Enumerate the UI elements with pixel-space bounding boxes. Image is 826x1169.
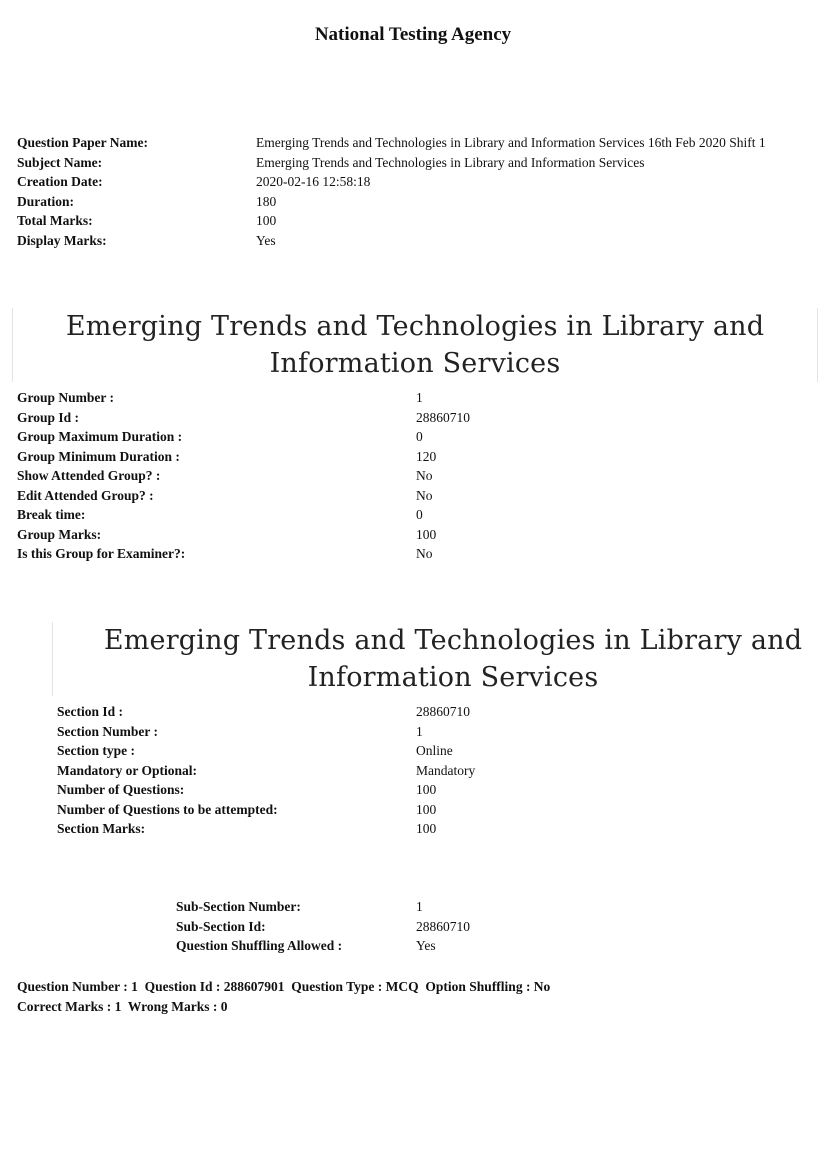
subsection-info-table <box>176 897 470 956</box>
section-banner-line: Information Services <box>307 662 599 693</box>
field-label: Group Marks: <box>17 526 102 542</box>
field-value: 120 <box>416 448 437 464</box>
field-label: Question Shuffling Allowed : <box>176 938 343 953</box>
field-value: 100 <box>416 782 437 797</box>
field-value: 180 <box>256 193 277 209</box>
field-value: 1 <box>416 723 423 739</box>
paper-info-row <box>17 231 766 251</box>
field-label: Number of Questions to be attempted: <box>57 801 278 817</box>
group-info-row <box>17 525 470 545</box>
section-info-row <box>57 800 475 820</box>
group-info-row <box>17 388 470 408</box>
field-label: Group Number : <box>17 390 115 405</box>
question-meta-line: Question Number : 1 Question Id : 288607901 Question Type : MCQ Option Shuffling : No <box>17 979 551 994</box>
field-value: No <box>416 487 433 503</box>
field-value: Emerging Trends and Technologies in Library and Information Services <box>256 154 645 170</box>
field-label: Question Paper Name: <box>17 135 148 150</box>
field-label: Sub-Section Id: <box>176 918 266 934</box>
section-info-table <box>57 702 475 839</box>
field-value: 100 <box>416 526 437 542</box>
subsection-info-row <box>176 897 470 917</box>
field-value: 28860710 <box>416 409 470 425</box>
field-label: Group Minimum Duration : <box>17 448 180 464</box>
field-value: No <box>416 546 433 561</box>
field-label: Group Id : <box>17 409 80 425</box>
section-info-row <box>57 761 475 781</box>
section-banner-line: Emerging Trends and Technologies in Library and <box>103 625 803 656</box>
section-banner <box>52 622 826 696</box>
field-value: 0 <box>416 507 423 522</box>
section-info-row <box>57 722 475 742</box>
field-label: Group Maximum Duration : <box>17 429 183 444</box>
group-info-row <box>17 447 470 467</box>
group-info-row <box>17 466 470 486</box>
field-label: Total Marks: <box>17 213 93 228</box>
field-value: No <box>416 468 433 483</box>
field-value: 100 <box>416 821 437 836</box>
field-label: Creation Date: <box>17 174 103 189</box>
field-value: 0 <box>416 429 423 444</box>
field-value: 100 <box>416 801 437 817</box>
question-marks-line: Correct Marks : 1 Wrong Marks : 0 <box>17 999 228 1014</box>
group-banner <box>12 308 818 382</box>
field-label: Sub-Section Number: <box>176 899 301 914</box>
field-value: Yes <box>256 232 276 248</box>
group-info-row <box>17 408 470 428</box>
paper-info-table <box>17 133 766 250</box>
field-label: Break time: <box>17 507 86 522</box>
field-value: 1 <box>416 899 423 914</box>
field-value: 100 <box>256 213 277 228</box>
group-info-row <box>17 486 470 506</box>
group-info-row <box>17 544 470 564</box>
field-label: Show Attended Group? : <box>17 468 161 483</box>
field-value: 28860710 <box>416 918 470 934</box>
field-label: Edit Attended Group? : <box>17 487 154 503</box>
page-title: National Testing Agency <box>314 24 512 45</box>
field-label: Number of Questions: <box>57 782 185 797</box>
field-label: Subject Name: <box>17 154 103 170</box>
paper-info-row <box>17 192 766 212</box>
section-info-row <box>57 702 475 722</box>
field-label: Is this Group for Examiner?: <box>17 546 186 561</box>
paper-info-row <box>17 133 766 153</box>
field-value: Online <box>416 743 453 758</box>
group-banner-line: Emerging Trends and Technologies in Library and <box>65 311 765 342</box>
paper-info-row <box>17 172 766 192</box>
field-value: Yes <box>416 938 436 953</box>
field-value: Mandatory <box>416 762 476 778</box>
section-info-row <box>57 819 475 839</box>
subsection-info-row <box>176 917 470 937</box>
field-label: Duration: <box>17 193 74 209</box>
section-info-row <box>57 741 475 761</box>
field-value: 1 <box>416 390 423 405</box>
group-info-row <box>17 427 470 447</box>
field-label: Section Id : <box>57 704 124 719</box>
field-value: 2020-02-16 12:58:18 <box>256 174 371 189</box>
field-label: Section Marks: <box>57 821 146 836</box>
field-value: Emerging Trends and Technologies in Library and Information Services 16th Feb 2020 Shift 1 <box>256 135 766 150</box>
group-info-row <box>17 505 470 525</box>
group-banner-line: Information Services <box>269 348 561 379</box>
field-label: Mandatory or Optional: <box>57 762 198 778</box>
subsection-info-row <box>176 936 470 956</box>
field-value: 28860710 <box>416 704 470 719</box>
section-info-row <box>57 780 475 800</box>
field-label: Display Marks: <box>17 232 107 248</box>
paper-info-row <box>17 211 766 231</box>
field-label: Section type : <box>57 743 135 758</box>
field-label: Section Number : <box>57 723 158 739</box>
group-info-table <box>17 388 470 564</box>
paper-info-row <box>17 153 766 173</box>
